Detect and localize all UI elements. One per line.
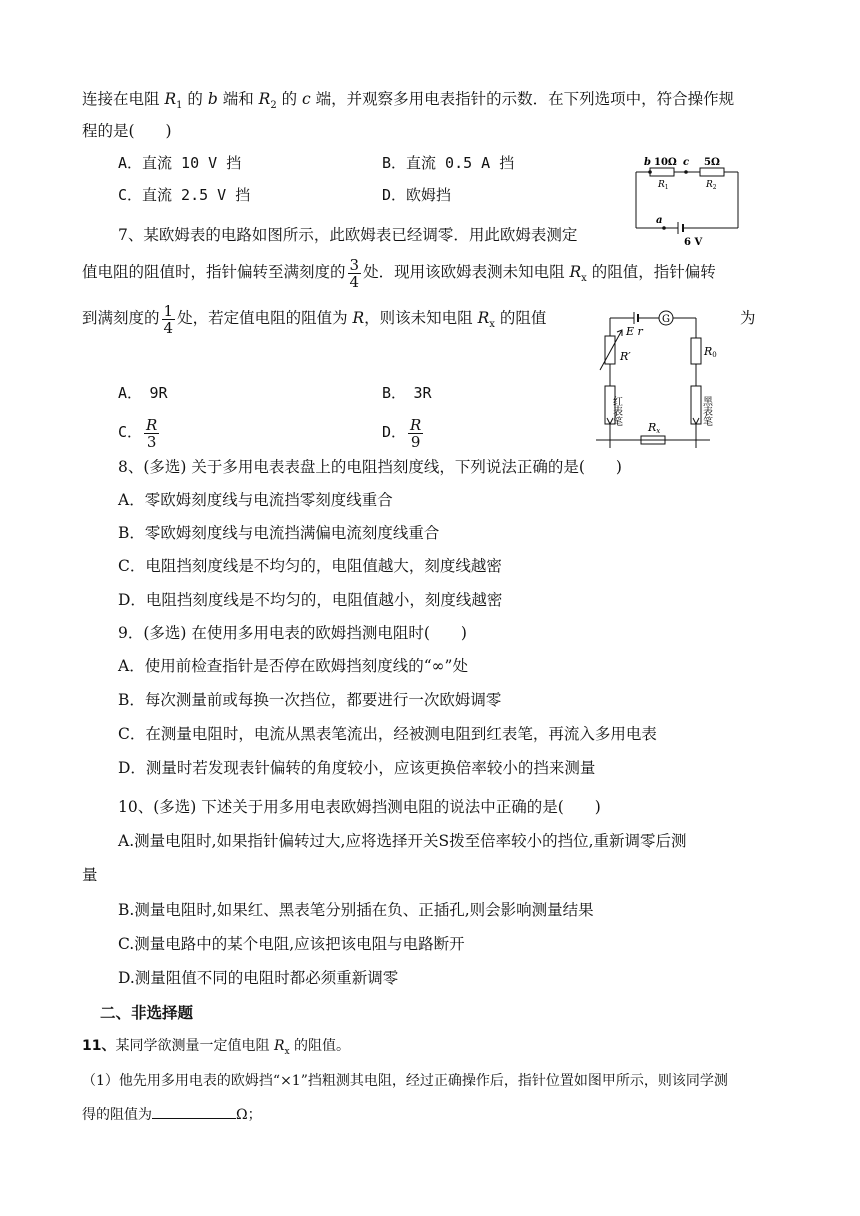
- q7-fraction-three-quarters: $\frac{3}{4}$: [349, 255, 360, 291]
- q6-fig-r1-name: $R_1$: [658, 180, 669, 191]
- q10-option-c: C.测量电路中的某个电阻,应该把该电阻与电路断开: [118, 935, 465, 953]
- q7-stem-line1: 7、某欧姆表的电路如图所示，此欧姆表已经调零．用此欧姆表测定: [118, 226, 578, 244]
- q10-option-a-line1: A.测量电阻时,如果指针偏转过大,应将选择开关S拨至倍率较小的挡位,重新调零后测: [118, 832, 687, 850]
- q10-option-d: D.测量阻值不同的电阻时都必须重新调零: [118, 969, 399, 987]
- q6-fig-r2-name: $R_2$: [706, 180, 717, 191]
- q11-stem: 11、某同学欲测量一定值电阻 $R_x$ 的阻值。: [82, 1038, 351, 1057]
- q6-fig-r2-value: 5Ω: [704, 157, 720, 168]
- q9-option-c: C．在测量电阻时，电流从黑表笔流出，经被测电阻到红表笔，再流入多用电表: [118, 725, 657, 743]
- q7-stem-line2: 值电阻的阻值时，指针偏转至满刻度的 $\frac{3}{4}$ 处．现用该欧姆表测未知电阻 $R_x$ 的阻值，指针偏转: [82, 255, 716, 291]
- q7-fig-rheostat: R′: [620, 350, 631, 363]
- q8-option-a: A．零欧姆刻度线与电流挡零刻度线重合: [118, 491, 393, 509]
- q9-option-d: D．测量时若发现表针偏转的角度较小，应该更换倍率较小的挡来测量: [118, 759, 596, 777]
- q8-stem: 8、(多选) 关于多用电表表盘上的电阻挡刻度线，下列说法正确的是( ): [118, 458, 622, 476]
- q6-option-a: A．直流 10 V 挡: [118, 154, 242, 172]
- q6-fig-label-a: a: [656, 215, 663, 226]
- q6-stem-line2: 程的是( ): [82, 122, 172, 140]
- q7-fig-black-pen-label: 黑表笔: [700, 396, 712, 426]
- q8-option-c: C．电阻挡刻度线是不均匀的，电阻值越大，刻度线越密: [118, 557, 502, 575]
- q9-stem: 9．(多选) 在使用多用电表的欧姆挡测电阻时( ): [118, 624, 467, 642]
- q6-option-b: B．直流 0.5 A 挡: [382, 154, 515, 172]
- q7-fig-red-pen-label: 红表笔: [610, 396, 622, 426]
- q11-part1-line2: 得的阻值为 Ω；: [82, 1104, 262, 1126]
- q11-part1-line1: （1）他先用多用电表的欧姆挡“×1”挡粗测其电阻，经过正确操作后，指针位置如图甲所示，则该同学测: [82, 1073, 728, 1089]
- q6-circuit-figure: [628, 150, 748, 250]
- q6-fig-label-b: b: [644, 157, 651, 168]
- q7-option-d: D． $\frac{R}{9}$: [382, 415, 422, 451]
- q9-option-a: A．使用前检查指针是否停在欧姆挡刻度线的“∞”处: [118, 657, 468, 675]
- q6-option-d: D．欧姆挡: [382, 186, 452, 204]
- q9-option-b: B．每次测量前或每换一次挡位，都要进行一次欧姆调零: [118, 691, 502, 709]
- q6-stem-line1: 连接在电阻 $R_1$ 的 b 端和 $R_2$ 的 c 端，并观察多用电表指针的示数．在下列选项中，符合操作规: [82, 90, 735, 112]
- q7-stem-line3-tail: 为: [740, 309, 756, 327]
- q7-option-c: C． $\frac{R}{3}$: [118, 415, 158, 451]
- q7-fraction-one-quarter: $\frac{1}{4}$: [163, 301, 174, 337]
- q6-fig-label-c: c: [683, 157, 690, 168]
- q6-option-c: C．直流 2.5 V 挡: [118, 186, 251, 204]
- q10-option-b: B.测量电阻时,如果红、黑表笔分别插在负、正插孔,则会影响测量结果: [118, 901, 594, 919]
- q10-stem: 10、(多选) 下述关于用多用电表欧姆挡测电阻的说法中正确的是( ): [118, 798, 601, 816]
- q6-fig-r1-value: 10Ω: [654, 157, 677, 168]
- q7-ohmmeter-figure: [596, 300, 736, 452]
- q7-stem-line3: 到满刻度的 $\frac{1}{4}$ 处，若定值电阻的阻值为 R，则该未知电阻 $R_x$ 的阻值: [82, 301, 547, 337]
- q8-option-b: B．零欧姆刻度线与电流挡满偏电流刻度线重合: [118, 524, 440, 542]
- q7-fig-r0: R0: [704, 345, 717, 359]
- q10-option-a-line2: 量: [82, 866, 98, 884]
- q7-option-b: B． 3R: [382, 384, 432, 402]
- q7-fig-emf: E r: [626, 325, 643, 338]
- q7-fig-galvanometer: G: [662, 314, 670, 325]
- q8-option-d: D．电阻挡刻度线是不均匀的，电阻值越小，刻度线越密: [118, 591, 503, 609]
- q7-option-a: A． 9R: [118, 384, 168, 402]
- q7-fig-rx: Rx: [648, 421, 661, 435]
- q6-fig-battery: 6 V: [684, 237, 703, 248]
- q11-answer-blank[interactable]: [152, 1104, 236, 1119]
- section-title: 二、非选择题: [100, 1004, 194, 1022]
